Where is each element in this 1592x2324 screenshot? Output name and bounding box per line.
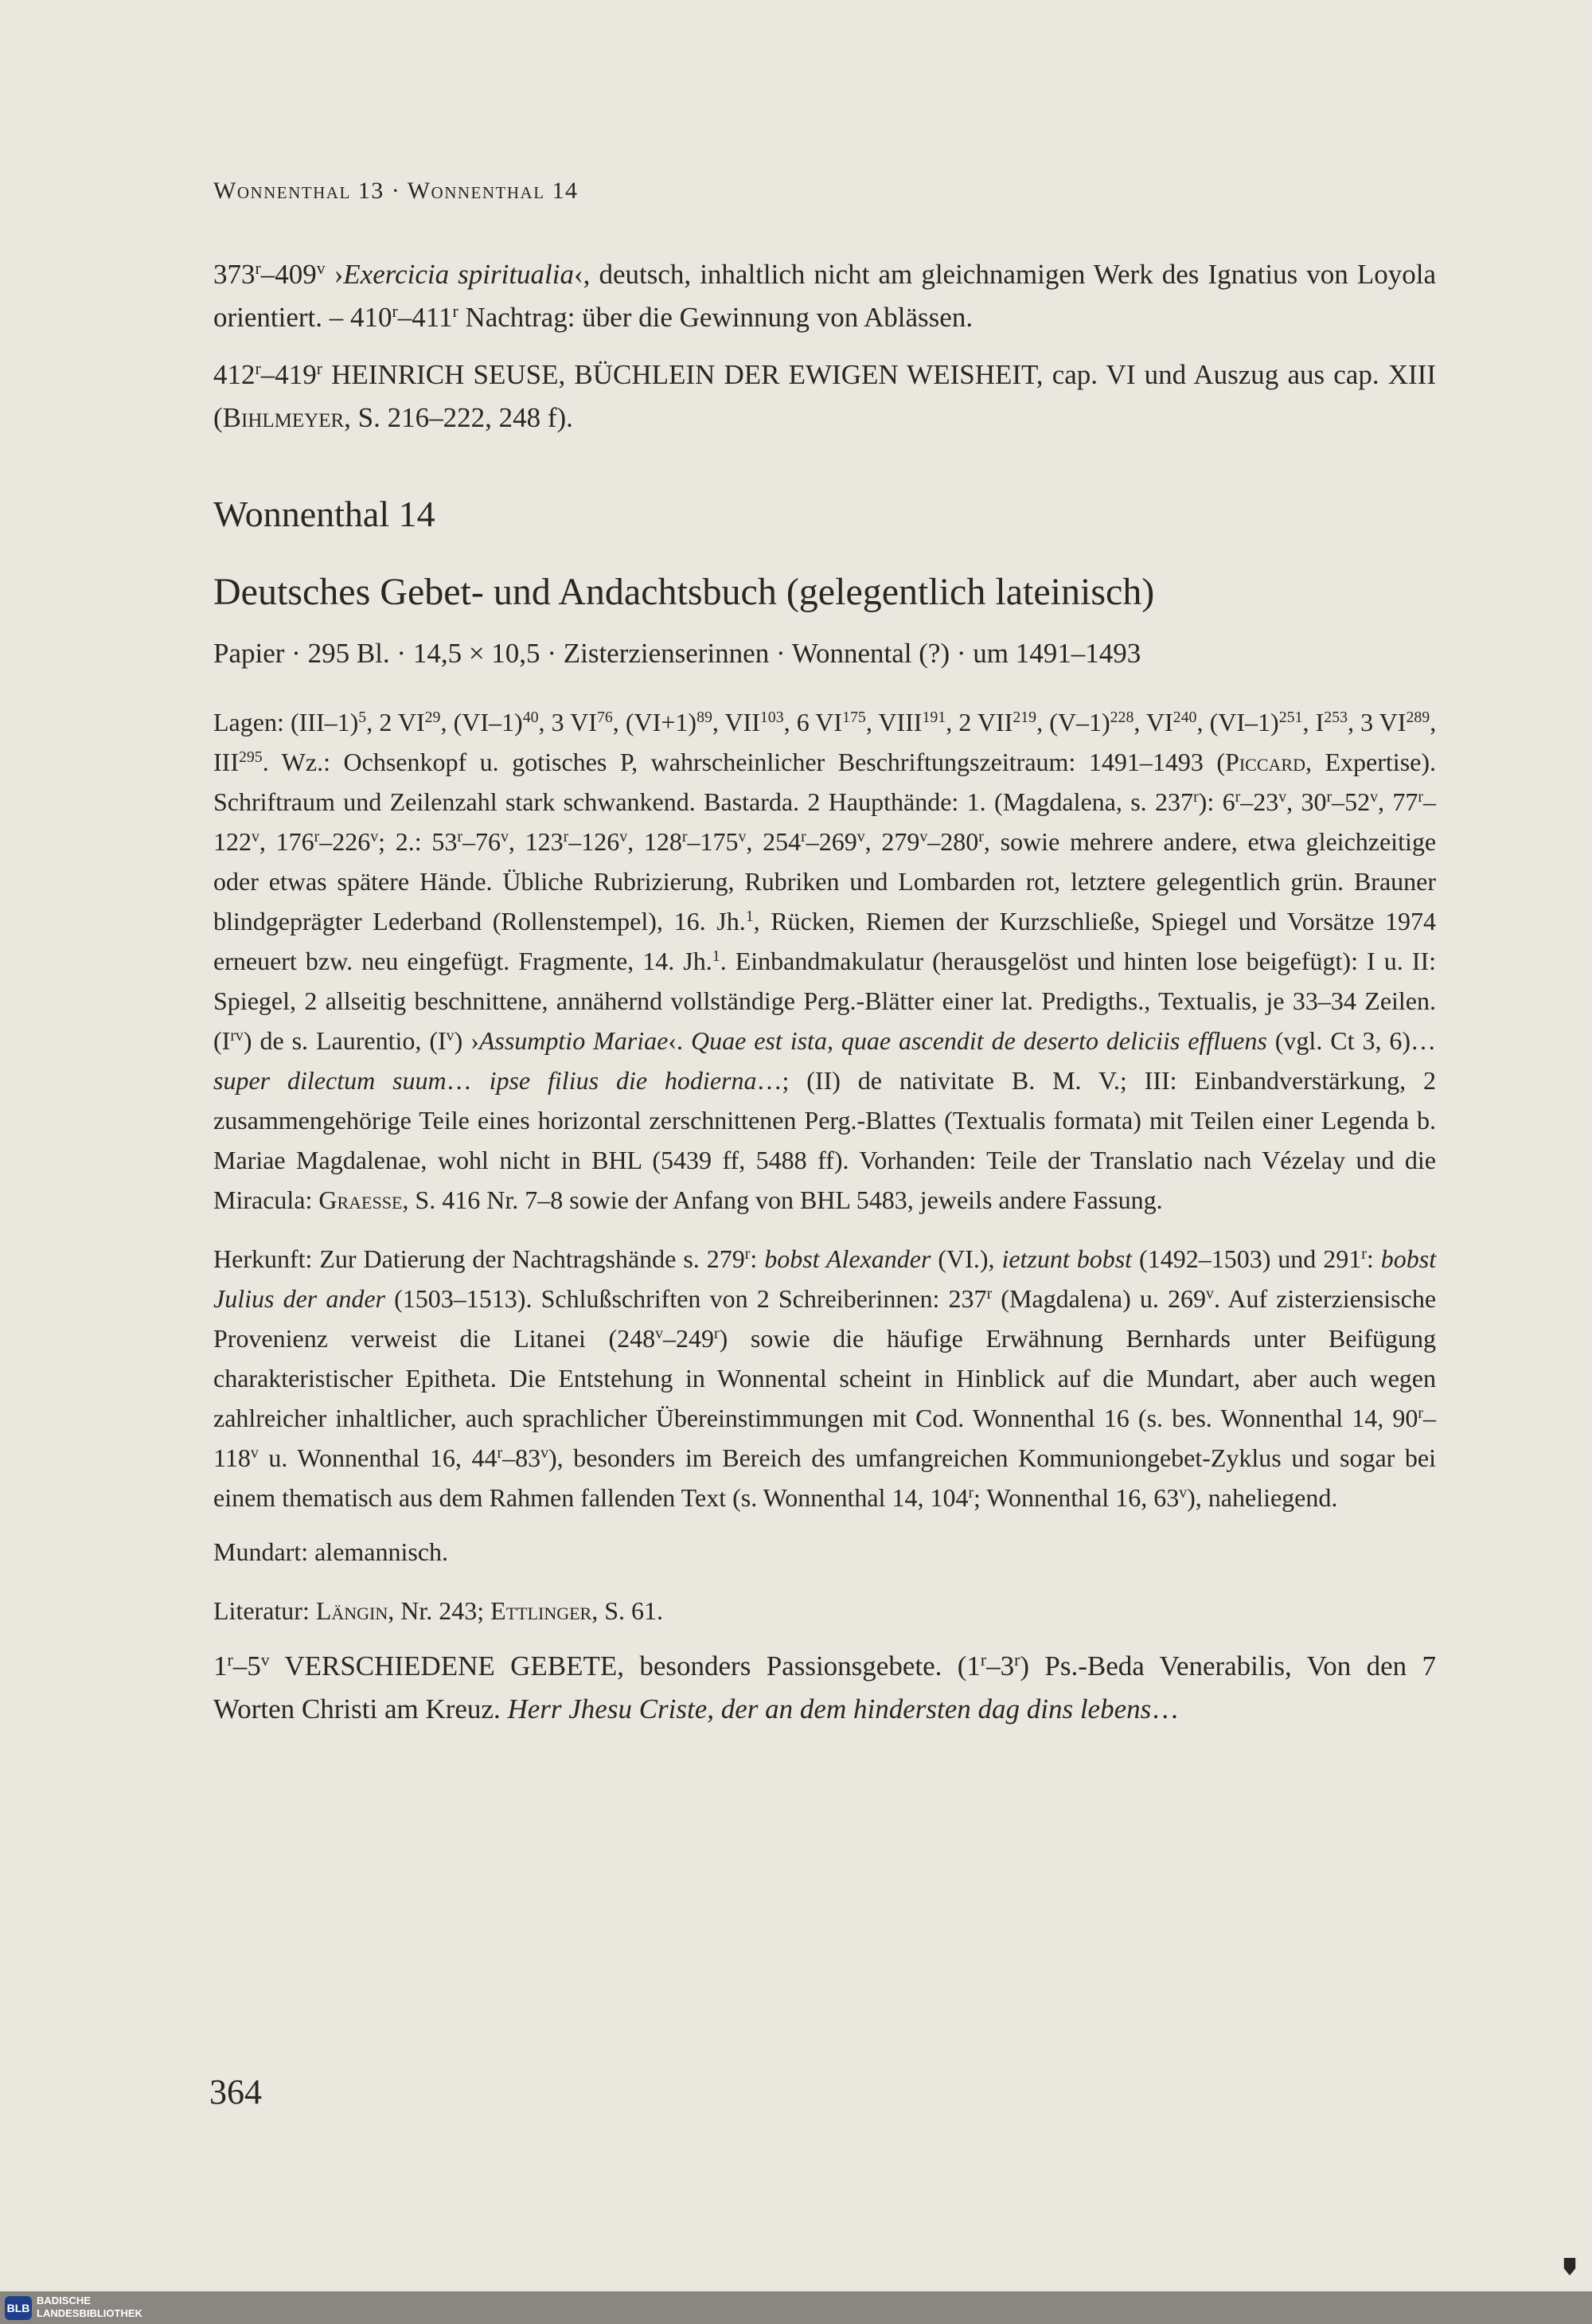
entry-gebete: 1$^r$–5$^v$ VERSCHIEDENE GEBETE, besonders Passionsgebete. (1$^r$–3$^r$) Ps.-Beda Venerabilis, Von den 7 Worten Christi am Kreuz. Herr Jhesu Criste, der an dem hindersten dag dins lebens… <box>213 1650 1436 1724</box>
manuscript-meta: Papier · 295 Bl. · 14,5 × 10,5 · Zisterzienserinnen · Wonnental (?) · um 1491–1493 <box>213 638 1141 669</box>
coat-of-arms-icon <box>1563 2258 1577 2275</box>
running-head: Wonnenthal 13 · Wonnenthal 14 <box>213 178 579 204</box>
entry-seuse: 412$^r$–419$^r$ HEINRICH SEUSE, BÜCHLEIN DER EWIGEN WEISHEIT, cap. VI und Auszug aus cap. XIII (Bihlmeyer, S. 216–222, 248 f). <box>213 359 1436 433</box>
page-number: 364 <box>209 2072 262 2111</box>
description-mundart: Mundart: alemannisch. <box>213 1537 449 1566</box>
page-content <box>213 175 1436 1731</box>
blb-name: BADISCHE LANDESBIBLIOTHEK <box>37 2295 142 2319</box>
entry-exercicia: 373$^r$–409$^v$ ›Exercicia spiritualia‹, deutsch, inhaltlich nicht am gleichnamigen Werk des Ignatius von Loyola orientiert. – 410$^r$–411$^r$ Nachtrag: über die Gewinnung von Ablässen. <box>213 259 1436 333</box>
description-herkunft: Herkunft: Zur Datierung der Nachtragshände s. 279$^r$: bobst Alexander (VI.), ietzunt bobst (1492–1503) und 291$^r$: bobst Julius der ander (1503–1513). Schlußschriften von 2 Schreiberinnen: 237$^r$ (Magdalena) u. 269$^v$. Auf zisterziensische Provenienz verweist die Litanei (248$^v$–249$^r$) sowie die häufige Erwähnung Bernhards unter Beifügung charakteristischer Epitheta. Die Entstehung in Wonnental scheint in Hinblick auf die Mundart, aber auch wegen zahlreicher inhaltlicher, auch sprachlicher Übereinstimmungen mit Cod. Wonnenthal 16 (s. bes. Wonnenthal 14, 90$^r$–118$^v$ u. Wonnenthal 16, 44$^r$–83$^v$), besonders im Bereich des umfangreichen Kommuniongebet-Zyklus und sogar bei einem thematisch aus dem Rahmen fallenden Text (s. Wonnenthal 14, 104$^r$; Wonnenthal 16, 63$^v$), naheliegend. <box>213 1244 1437 1512</box>
shelfmark-heading: Wonnenthal 14 <box>213 494 435 534</box>
description-literatur: Literatur: Längin, Nr. 243; Ettlinger, S. 61. <box>213 1596 664 1625</box>
footer-bar <box>0 2291 1592 2324</box>
baden-wuerttemberg-logo <box>1554 2258 1586 2275</box>
description-lagen: Lagen: $(III-1)^5$, 2 VI$^{29}$, $(VI-1)^{40}$, 3 VI$^{76}$, $(VI+1)^{89}$, VII$^{103}$, 6 VI$^{175}$, VIII$^{191}$, 2 VII$^{219}$, $(V-1)^{228}$, VI$^{240}$, $(VI-1)^{251}$, $I^{253}$, 3 VI$^{289}$, III$^{295}$. Wz.: Ochsenkopf u. gotisches P, wahrscheinlicher Beschriftungszeitraum: 1491–1493 (Piccard, Expertise). Schriftraum und Zeilenzahl stark schwankend. Bastarda. 2 Haupthände: 1. (Magdalena, s. 237$^r$): 6$^r$–23$^v$, 30$^r$–52$^v$, 77$^r$–122$^v$, 176$^r$–226$^v$; 2.: 53$^r$–76$^v$, 123$^r$–126$^v$, 128$^r$–175$^v$, 254$^r$–269$^v$, 279$^v$–280$^r$, sowie mehrere andere, etwa gleichzeitige oder etwas spätere Hände. Übliche Rubrizierung, Rubriken und Lombarden rot, letztere gelegentlich grün. Brauner blindgeprägter Lederband (Rollenstempel), 16. Jh.$^1$, Rücken, Riemen der Kurzschließe, Spiegel und Vorsätze 1974 erneuert bzw. neu eingefügt. Fragmente, 14. Jh.$^1$. Einbandmakulatur (herausgelöst und hinten lose beigefügt): I u. II: Spiegel, 2 allseitig beschnittene, annähernd vollständige Perg.-Blätter einer lat. Predigths., Textualis, je 33–34 Zeilen. $(I^{rv})$ de s. Laurentio, $(I^v)$ ›Assumptio Mariae‹. Quae est ista, quae ascendit de deserto deliciis effluens (vgl. Ct 3, 6)… super dilectum suum… ipse filius die hodierna…; (II) de nativitate B. M. V.; III: Einbandverstärkung, 2 zusammengehörige Teile eines horizontal zerschnittenen Perg.-Blattes (Textualis formata) mit Teilen einer Legenda b. Mariae Magdalenae, wohl nicht in BHL (5439 ff, 5488 ff). Vorhanden: Teile der Translatio nach Vézelay und die Miracula: Graesse, S. 416 Nr. 7–8 sowie der Anfang von BHL 5483, jeweils andere Fassung. <box>213 708 1437 1214</box>
manuscript-title: Deutsches Gebet- und Andachtsbuch (gelegentlich lateinisch) <box>213 571 1155 613</box>
blb-logo-icon[interactable]: BLB <box>5 2296 32 2320</box>
